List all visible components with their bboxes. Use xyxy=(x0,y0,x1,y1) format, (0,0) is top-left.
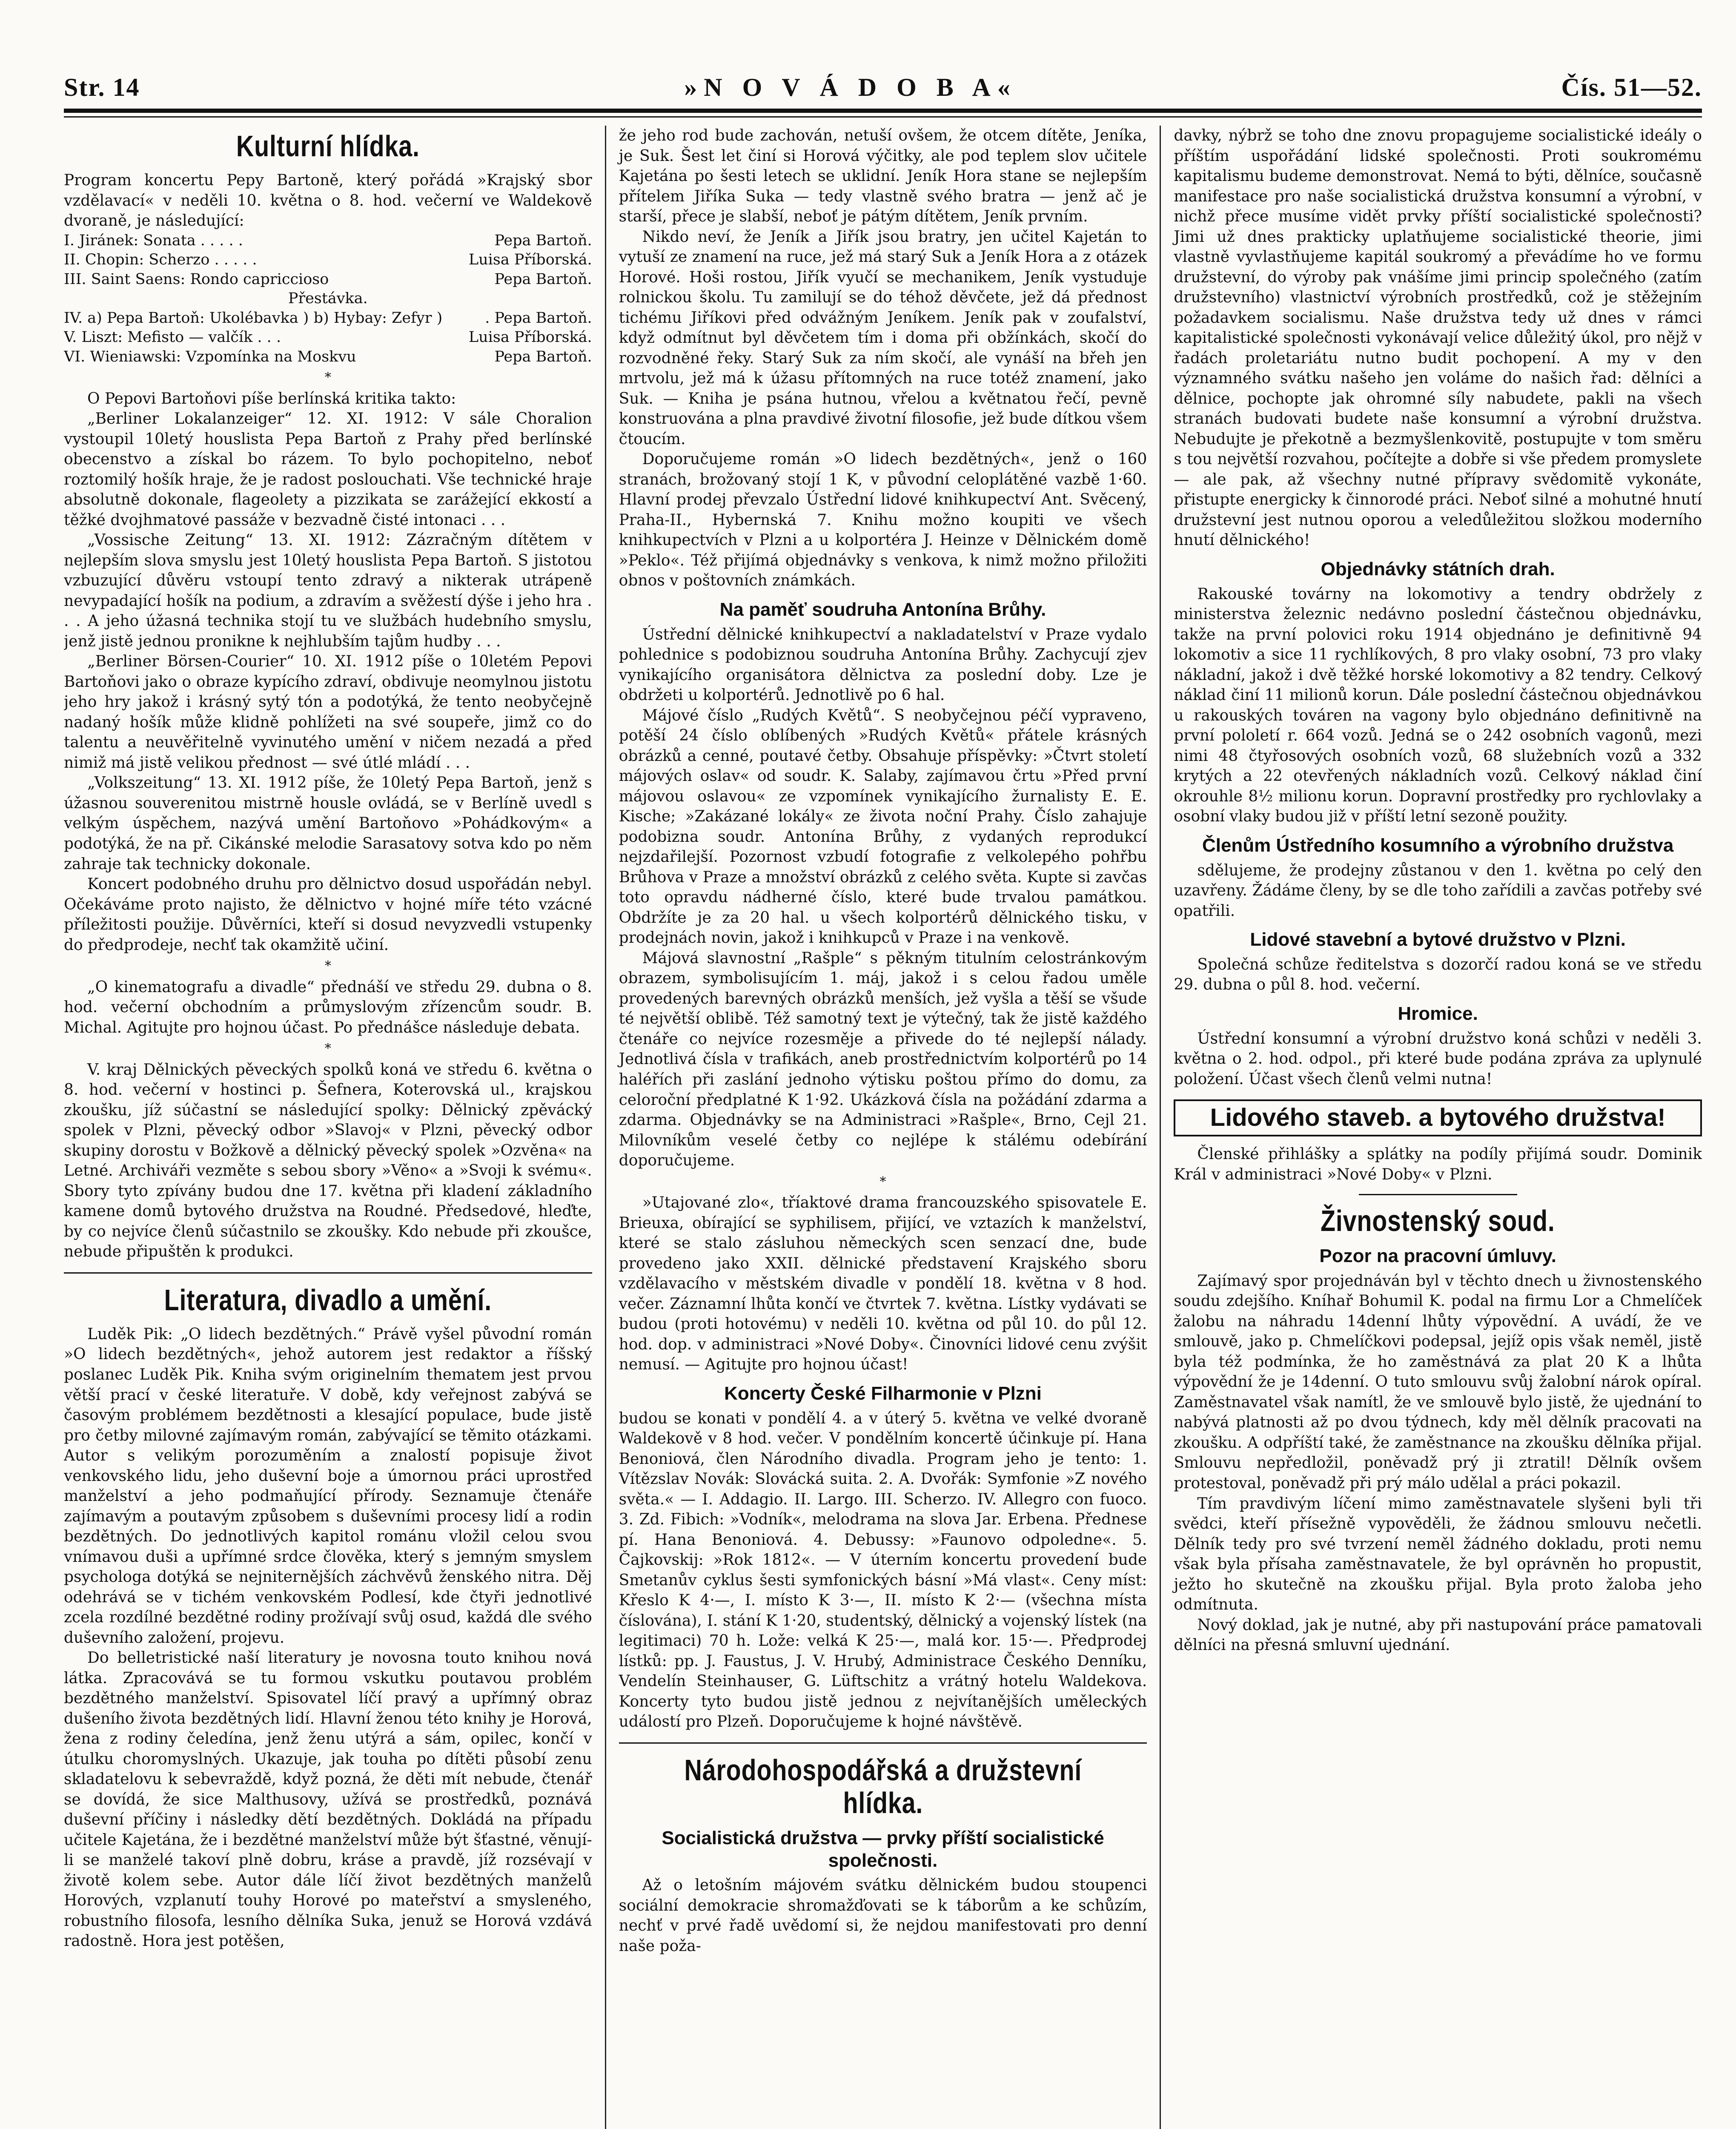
section-rule xyxy=(64,1272,592,1274)
article-paragraph: Zajímavý spor projednáván byl v těchto dnech u živnostenského soudu zdejšího. Kníhař Bohumil K. podal na firmu Lor a Chmelíček žalobu na náhradu 14denní lhůty výpovědní. A uvádí, že ve smlouvě, jako p. Chmelíčkovi podepsal, jejíž opis však neměl, jistě byla též podmínka, že ho zaměstnává za plat 20 K a lhůta výpovědní že je 14denní. O tuto smlouvu svůj žalobní nárok opíral. Zaměstnavatel však namítl, že ve smlouvě bylo jistě, že ujednání to nabývá platnosti až po dvou týdnech, kdy měl dělník pracovati na zkoušku. A odpříští také, že zaměstnance na zkoušku dělníka přijal. Smlouvu nepředložil, poněvadž prý ji ztratil! Dělník ovšem protestoval, poněvadž při prý málo udělal a práci pokazil. xyxy=(1174,1272,1702,1492)
concert-intro: Program koncertu Pepy Bartoně, který pořádá »Krajský sbor vzdělavací« v neděli 10. května o 8. hod. večerní ve Waldekově dvoraně, je následující: xyxy=(64,172,592,230)
section-rule xyxy=(619,1742,1147,1744)
article-paragraph: Májová slavnostní „Rašple“ s pěkným titulním celostránkovým obrazem, symbolisujícím 1. máj, jakož i s celou řadou uměle provedených barevných obrázků menších, jež vyšla a těší se všude té největší oblibě. Též samotný text je výtečný, tak že jistě každého čtenáře co nejvíce rozesměje a přivede do té nejlepší nálady. Jednotlivá čísla v trafikách, aneb prostřednictvím kolportérů po 14 haléřích při zaslání jednoho výtisku poštou přímo do domu, za celoroční předplatné K 1·92. Ukázková čísla na požádání zdarma a zdarma. Objednávky se na Administraci »Rašple«, Brno, Cejl 21. Milovníkům veselé četby co nejlépe k stálému odebírání doporučujeme. xyxy=(619,949,1147,1170)
article-paragraph: že jeho rod bude zachován, netuší ovšem, že otcem dítěte, Jeníka, je Suk. Šest let činí si Horová výčitky, ale pod teplem slov učitele Kajetána po šesti letech se uklidní. Jeník Hora stane se nejlepším přítelem Jiříka Suka — tedy vlastně svého bratra — jenž ač je starší, přece je slabší, neboť je pátým dítětem, Jeník prvním. xyxy=(619,127,1147,226)
short-rule xyxy=(1359,1194,1517,1195)
newspaper-title: »N O V Á D O B A« xyxy=(684,73,1017,101)
program-item: II. Chopin: Scherzo . . . . . Luisa Příborská. xyxy=(64,251,592,269)
program-item: VI. Wieniawski: Vzpomínka na Moskvu Pepa Bartoň. xyxy=(64,348,592,365)
article-paragraph: Luděk Pik: „O lidech bezdětných.“ Právě vyšel původní román »O lidech bezdětných«, jehož autorem jest redaktor a říšský poslanec Luděk Pik. Kniha svým originelním thematem jest prvou větší prací v české literatuře. V době, kdy veřejnost zabývá se časovým problémem bezdětnosti a klesající populace, bude jistě pro četby milovné zajímavým román, zabývající se těmito otázkami. Autor s velikým porozuměním a znalostí popisuje život venkovského lidu, jeho duševní boje a úmornou práci uprostřed manželství a jeho podmaňující přírody. Seznamuje čtenáře zajímavým a poutavým způsobem s duševními procesy lidí a rodin bezdětných. Do jednotlivých kapitol románu vložil celou svou vnímavou duši a upřímné srdce člověka, který s jemným smyslem psychologa dotýká se nejniternějších záchvěvů ženského nitra. Děj odehrává se v tichém venkovském Podlesí, kde čtyři jednotlivé zcela rozdílné bezdětné rodiny prožívají svůj osud, každá dle svého duševního založení, projevu. xyxy=(64,1325,592,1647)
article-paragraph: sdělujeme, že prodejny zůstanou v den 1. května po celý den uzavřeny. Žádáme členy, by se dle toho zařídili a zavčas potřeby své opatřili. xyxy=(1174,861,1702,920)
article-paragraph: Nový doklad, jak je nutné, aby při nastupování práce pamatovali dělníci na přesná smluvní ujednání. xyxy=(1174,1616,1702,1654)
article-heading: Lidové stavební a bytové družstvo v Plzni. xyxy=(1250,929,1626,950)
article-paragraph: »Utajované zlo«, tříaktové drama francouzského spisovatele E. Brieuxa, obírající se syphilisem, přijící, ve vztazích k manželství, které se stalo zásluhou německých scen senzací dne, bude provedeno jako XXII. dělnické představení Krajského sboru vzdělavacího v městském divadle v pondělí 18. května v 8 hod. večer. Záznamní lhůta končí ve čtvrtek 7. května. Lístky vydávati se budou (proti hotovému) v neděli 10. května od půl 10. do půl 12. hod. dop. v administraci »Nové Doby«. Činovníci lidové cenu zvýšit nemusí. — Agitujte pro hojnou účast! xyxy=(619,1194,1147,1374)
column-3 xyxy=(1160,126,1702,2129)
article-paragraph: Do belletristické naší literatury je novosna touto knihou nová látka. Zpracovává se tu formou vskutku poutavou problém bezdětného manželství. Spisovatel líčí pravý a upřímný obraz dušeního života bezdětných lidí. Hlavní ženou této knihy je Horová, žena z rodiny čeledína, jenž ženu utýrá a sám, opilec, končí v útulku choromyslných. Ukazuje, jak touha po dítěti působí zenu skladatelovu k sebevraždě, když pozná, že děti mít nebude, čtenář se dovídá, že sice Malthusovy, užívá se prostředků, poznává duševní příčiny i následky dětí bezdětných. Dokládá na případu učitele Kajetána, že i bezdětné manželství může být šťastné, věnují-li se manželé takoví plně dobru, kráse a pravdě, jíž rozsévají v životě kolem sebe. Autor dále líčí život bezdětných manželů Horových, vzplanutí touhy Horové po mateřství a smysleného, robustního filosofa, lesního dělníka Suka, jenuž se Horová vzdává radostně. Hora jest potěšen, xyxy=(64,1649,592,1950)
program-item: IV. a) Pepa Bartoň: Ukolébavka ) b) Hybay: Zefyr ) . Pepa Bartoň. xyxy=(64,309,592,327)
article-paragraph: Ústřední konsumní a výrobní družstvo koná schůzi v neděli 3. května o 2. hod. odpol., při které bude podána zpráva za uplynulé položení. Účast všech členů velmi nutna! xyxy=(1174,1030,1702,1088)
page-number: Str. 14 xyxy=(64,73,140,101)
article-paragraph: Ústřední dělnické knihkupectví a nakladatelství v Praze vydalo pohlednice s podobiznou soudruha Antonína Brůhy. Zachycují zjev vynikajícího organisátora dělnictva za poslední doby. Lze je obdržeti u kolportérů. Jednotlivě po 6 hal. xyxy=(619,626,1147,704)
boxed-notice: Lidového staveb. a bytového družstva! xyxy=(1174,1099,1702,1136)
star-separator: * xyxy=(879,1174,886,1189)
article-paragraph: „Volkszeitung“ 13. XI. 1912 píše, že 10letý Pepa Bartoň, jenž s úžasnou souverenitou mistrně housle ovládá, se v Berlíně uvedl s velkým úspěchem, nazývá umění Bartoňovo »Pohádkovým« a podotýká, že na př. Cikánské melodie Sarasatovy sotva kdo po něm zahraje tak technicky dokonale. xyxy=(64,774,592,873)
columns xyxy=(64,126,1702,2129)
program-item: I. Jiránek: Sonata . . . . . Pepa Bartoň. xyxy=(64,232,592,249)
article-paragraph: V. kraj Dělnických pěveckých spolků koná ve středu 6. května o 8. hod. večerní v hostinci p. Šefnera, Koterovská ul., krajskou zkoušku, jíž súčastní se následující spolky: Dělnický zpěvácký spolek v Plzni, pěvecký odbor »Slavoj« v Plzni, pěvecký odbor skupiny dorostu v Božkově a dělnický pěvecký spolek »Ozvěna« na Letné. Archiváři vezměte s sebou sbory »Věno« a »Svoji k svému«. Sbory tyto zpívány budou dne 17. května při kladení základního kamene domů bytového družstva na Roudné. Předsedové, hleďte, by co nejvíce členů súčastnilo se zkoušky. Kdo nebude při zkoušce, nebude připuštěn k produkci. xyxy=(64,1061,592,1261)
article-paragraph: Tím pravdivým líčení mimo zaměstnavatele slyšeni byli tři svědci, kteří přísežně vypověděli, že žádnou smlouvu nečetli. Dělník tedy pro své tvrzení neměl žádného dokladu, proti nemu však byla přísaha zaměstnavatele, že byl oprávněn ho propustit, ježto ho skutečně na zkoušku přijal. Byla proto žaloba jeho odmítnuta. xyxy=(1174,1495,1702,1614)
article-paragraph: Členské přihlášky a splátky na podíly přijímá soudr. Dominik Král v administraci »Nové Doby« v Plzni. xyxy=(1174,1145,1702,1183)
section-heading-court: Živnostenský soud. xyxy=(1321,1204,1555,1238)
program-pause: Přestávka. xyxy=(288,290,368,307)
article-paragraph: Koncert podobného druhu pro dělnictvo dosud uspořádán nebyl. Očekáváme proto najisto, že dělnictvo v hojné míře této vzácné příležitosti použije. Důvěrníci, kteří si dosud nevyzvedli vstupenky do předprodeje, nechť tak okamžitě učiní. xyxy=(64,875,592,954)
star-separator: * xyxy=(324,958,331,974)
article-paragraph: „Berliner Börsen-Courier“ 10. XI. 1912 píše o 10letém Pepovi Bartoňovi jako o obraze kypícího zdraví, obdivuje neomylnou jistotu jeho hry jakož i krásný sytý tón a podotýká, že tento neobyčejně nadaný hošík může klidně pohlížeti na své soupeře, jimž co do talentu a neuvěřitelně vyvinutého umění v ničem nezadá a před nimiž má jistě velikou přednost — své útlé mládí . . . xyxy=(64,653,592,772)
article-paragraph: Společná schůze ředitelstva s dozorčí radou koná se ve středu 29. dubna o půl 8. hod. večerní. xyxy=(1174,955,1702,994)
program-item: V. Liszt: Mefisto — valčík . . . Luisa Příborská. xyxy=(64,329,592,346)
article-heading: Členům Ústředního kosumního a výrobního družstva xyxy=(1202,835,1674,856)
article-paragraph: „Berliner Lokalanzeiger“ 12. XI. 1912: V sále Choralion vystoupil 10letý houslista Pepa Bartoň z Prahy před berlínské obecenstvo a získal bo rázem. To bylo pochopitelno, neboť roztomilý hošík hraje, že je radost poslouchati. Vše technické hraje absolutně dokonale, flageolety a pizzikata se zarážející ekkostí a těžké dvojhmatové passáže v bezvadně čisté intonaci . . . xyxy=(64,410,592,529)
program-list xyxy=(64,231,592,367)
issue-number: Čís. 51—52. xyxy=(1561,73,1702,101)
article-heading: Na paměť soudruha Antonína Brůhy. xyxy=(719,599,1046,620)
star-separator: * xyxy=(324,1041,331,1056)
article-heading: Socialistická družstva — prvky příští socialistické společnosti. xyxy=(662,1827,1104,1871)
article-paragraph: Až o letošním májovém svátku dělnickém budou stoupenci sociální demokracie shromažďovati se k táborům a ke schůzím, nechť v prvé řadě uvědomí si, že nejdou manifestovati pro denní naše poža- xyxy=(619,1877,1147,1955)
article-paragraph: Rakouské továrny na lokomotivy a tendry obdržely z ministerstva železnic nedávno poslední částečnou objednávku, takže na první polovici roku 1914 objednáno je definitivně 94 lokomotiv a sice 11 rychlíkových, 8 pro vlaky osobní, 73 pro vlaky nákladní, jakož i dvě těžké horské lokomotivy a 82 tendry. Celkový náklad činí 11 milionů korun. Dále poslední částečnou objednávkou u rakouských továren na vagony bylo objednáno definitivně na první pololetí r. 664 vozů. Jedná se o 242 osobních vagonů, mezi nimi 48 čtyřosových osobních vozů, 68 služebních vozů a 332 krytých a 22 otevřených nákladních vozů. Celkový náklad činí okrouhle 8½ milionu korun. Dopravní prostředky pro rychlovlaky a osobní vlaky budou již v příští letní sezoně použity. xyxy=(1174,585,1702,826)
article-heading: Pozor na pracovní úmluvy. xyxy=(1319,1245,1556,1267)
section-heading-culture: Kulturní hlídka. xyxy=(236,129,420,163)
column-2 xyxy=(605,126,1160,2129)
article-paragraph: Nikdo neví, že Jeník a Jiřík jsou bratry, jen učitel Kajetán to vytuší ze znamení na ruce, jež má starý Suk a Jeník Hora a z otázek Horové. Hoši rostou, Jiřík vyučí se mechanikem, Jeník vystuduje rolnickou školu. Tu zamilují se do téhož děvčete, jež dá přednost tichému Jiříkovi před odvážným Jeníkem. Jeník pak v zoufalství, když odmítnut byl děvčetem tím i doma při obžínkách, skočí do rozvodněné řeky. Starý Suk za ním skočí, ale vynáší na břeh jen mrtvolu, jež má k úžasu přítomných na ruce totéž znamení, jako Suk. — Kniha je psána hutnou, vřelou a květnatou řečí, pevně konstruována a plna pravdivé životní filosofie, jež bude dítkou všem čtoucím. xyxy=(619,228,1147,448)
page-header xyxy=(64,64,1702,102)
article-heading: Hromice. xyxy=(1398,1003,1478,1024)
article-paragraph: „Vossische Zeitung“ 13. XI. 1912: Zázračným dítětem v nejlepším slova smyslu jest 10letý houslista Pepa Bartoň. S jistotou vzbuzující důvěru vstoupí tento zdravý a nikterak utrápeně nevypadající hošík na podium, a zdravím a svěžestí dýše i jeho hra . . . A jeho úžasná technika stojí tu ve službách hudebního smyslu, jenž jistě jednou pronikne k nejhlubším tajům hudby . . . xyxy=(64,531,592,650)
header-rule xyxy=(64,109,1702,118)
article-paragraph: Doporučujeme román »O lidech bezdětných«, jenž o 160 stranách, brožovaný stojí 1 K, v původní celoplátěné vazbě 1·60. Hlavní prodej převzalo Ústřední lidové knihkupectví Ant. Svěcený, Praha-II., Hybernská 7. Knihu možno koupiti ve všech knihkupectvích v Plzni a u kolportéra J. Heinze v Dělnickém domě »Peklo«. Též přijímá objednávky s venkova, k nimž možno přiložiti obnos v poštovních známkách. xyxy=(619,450,1147,590)
section-heading-literature: Literatura, divadlo a umění. xyxy=(164,1283,492,1317)
star-separator: * xyxy=(324,370,331,385)
article-paragraph: Májové číslo „Rudých Květů“. S neobyčejnou péčí vypraveno, potěší 24 číslo oblíbených »Rudých Květů« přátele krásných obrázků a cenné, poutavé četby. Obsahuje příspěvky: »Čtvrt století májových oslav« od soudr. K. Salaby, zajímavou črtu »Před první májovou oslavou« ze vzpomínek vynikajícího žurnalisty E. E. Kische; »Zakázané lokály« ze života noční Prahy. Číslo zahajuje podobizna soudr. Antonína Brůhy, z vydaných reprodukcí nejzdařilejší. Pozornost vzbudí fotografie z velkolepého pohřbu Brůhova v Praze a množství obrázků z celého světa. Kupte si zavčas toto opravdu nádherné číslo, které bude trvalou památkou. Obdržíte je za 20 hal. u všech kolportérů dělnického tisku, v prodejnách novin, jakož i knihkupců v Praze i na venkově. xyxy=(619,706,1147,947)
article-paragraph: O Pepovi Bartoňovi píše berlínská kritika takto: xyxy=(87,390,456,407)
article-heading: Koncerty České Filharmonie v Plzni xyxy=(724,1383,1042,1404)
article-paragraph: „O kinematografu a divadle“ přednáší ve středu 29. dubna o 8. hod. večerní obchodním a průmyslovým zřízencům soudr. B. Michal. Agitujte pro hojnou účast. Po přednášce následuje debata. xyxy=(64,978,592,1036)
section-heading-economy: Národohospodářská a družstevní hlídka. xyxy=(684,1753,1082,1819)
article-heading: Objednávky státních drah. xyxy=(1321,558,1555,580)
column-1 xyxy=(64,126,605,2129)
article-paragraph: davky, nýbrž se toho dne znovu propagujeme socialistické ideály o příštím uspořádání lidské společnosti. Proti soukromému kapitalismu budeme demonstrovat. Nemá to býti, dělníce, současně manifestace pro naše socialistická družstva konsumní a výrobní, v nichž přece musíme vidět prvky příští socialistické společnosti? Jimi už dnes prakticky uplatňujeme socialistické theorie, jimi vlastně vyvlastňujeme kapitál soukromý a převádíme ho ve formu družstevní, do výroby pak vnášíme jimi princip společného (zatím družstevního) vlastnictví výrobních prostředků, což je stěžejním požadavkem socialismu. Naše družstva tedy už dnes v rámci kapitalistické společnosti vykonávají velice důležitý úkol, pro nějž v řadách proletariátu nutno budit pochopení. A my v den významného svátku našeho jen voláme do našich řad: dělníci a dělnice, pochopte jak ohromné síly nabudete, pakli na všech stranách budovati budete naše konsumní a výrobní družstva. Nebudujte je překotně a bezmyšlenkovitě, postupujte v tom směru s tou největší rozvahou, počítejte a dobře si vše předem promyslete — ale pak, až všechny nutné přípravy svědomitě vykonáte, přistupte energicky k činnorodé práci. Neboť silné a mohutné hnutí družstevní jest nutnou oporou a veledůležitou složkou moderního hnutí dělnického! xyxy=(1174,127,1702,549)
article-paragraph: budou se konati v pondělí 4. a v úterý 5. května ve velké dvoraně Waldekově v 8 hod. večer. V pondělním koncertě účinkuje pí. Hana Benoniová, člen Národního divadla. Program jeho je tento: 1. Vítězslav Novák: Slovácká suita. 2. A. Dvořák: Symfonie »Z nového světa.« — I. Addagio. II. Largo. III. Scherzo. IV. Allegro con fuoco. 3. Zd. Fibich: »Vodník«, melodrama na slova Jar. Erbena. Přednese pí. Hana Benoniová. 4. Debussy: »Faunovo odpoledne«. 5. Čajkovskij: »Rok 1812«. — V úterním koncertu provedení bude Smetanův cyklus šesti symfonických básní »Má vlast«. Ceny míst: Křeslo K 4·—, I. místo K 3·—, II. místo K 2·— (všechna místa číslována), I. stání K 1·20, studentský, dělnický a vojenský lístek (na legitimaci) 70 h. Lože: velká K 25·—, malá kor. 15·—. Předprodej lístků: pp. J. Faustus, J. V. Hrubý, Administrace Českého Denníku, Vendelín Steinhauser, G. Lüftschitz a vrátný hotelu Waldekova. Koncerty tyto budou jistě jednou z nejvítanějších uměleckých událostí pro Plzeň. Doporučujeme k hojné návštěvě. xyxy=(619,1409,1147,1731)
program-item: III. Saint Saens: Rondo capriccioso Pepa Bartoň. xyxy=(64,270,592,288)
